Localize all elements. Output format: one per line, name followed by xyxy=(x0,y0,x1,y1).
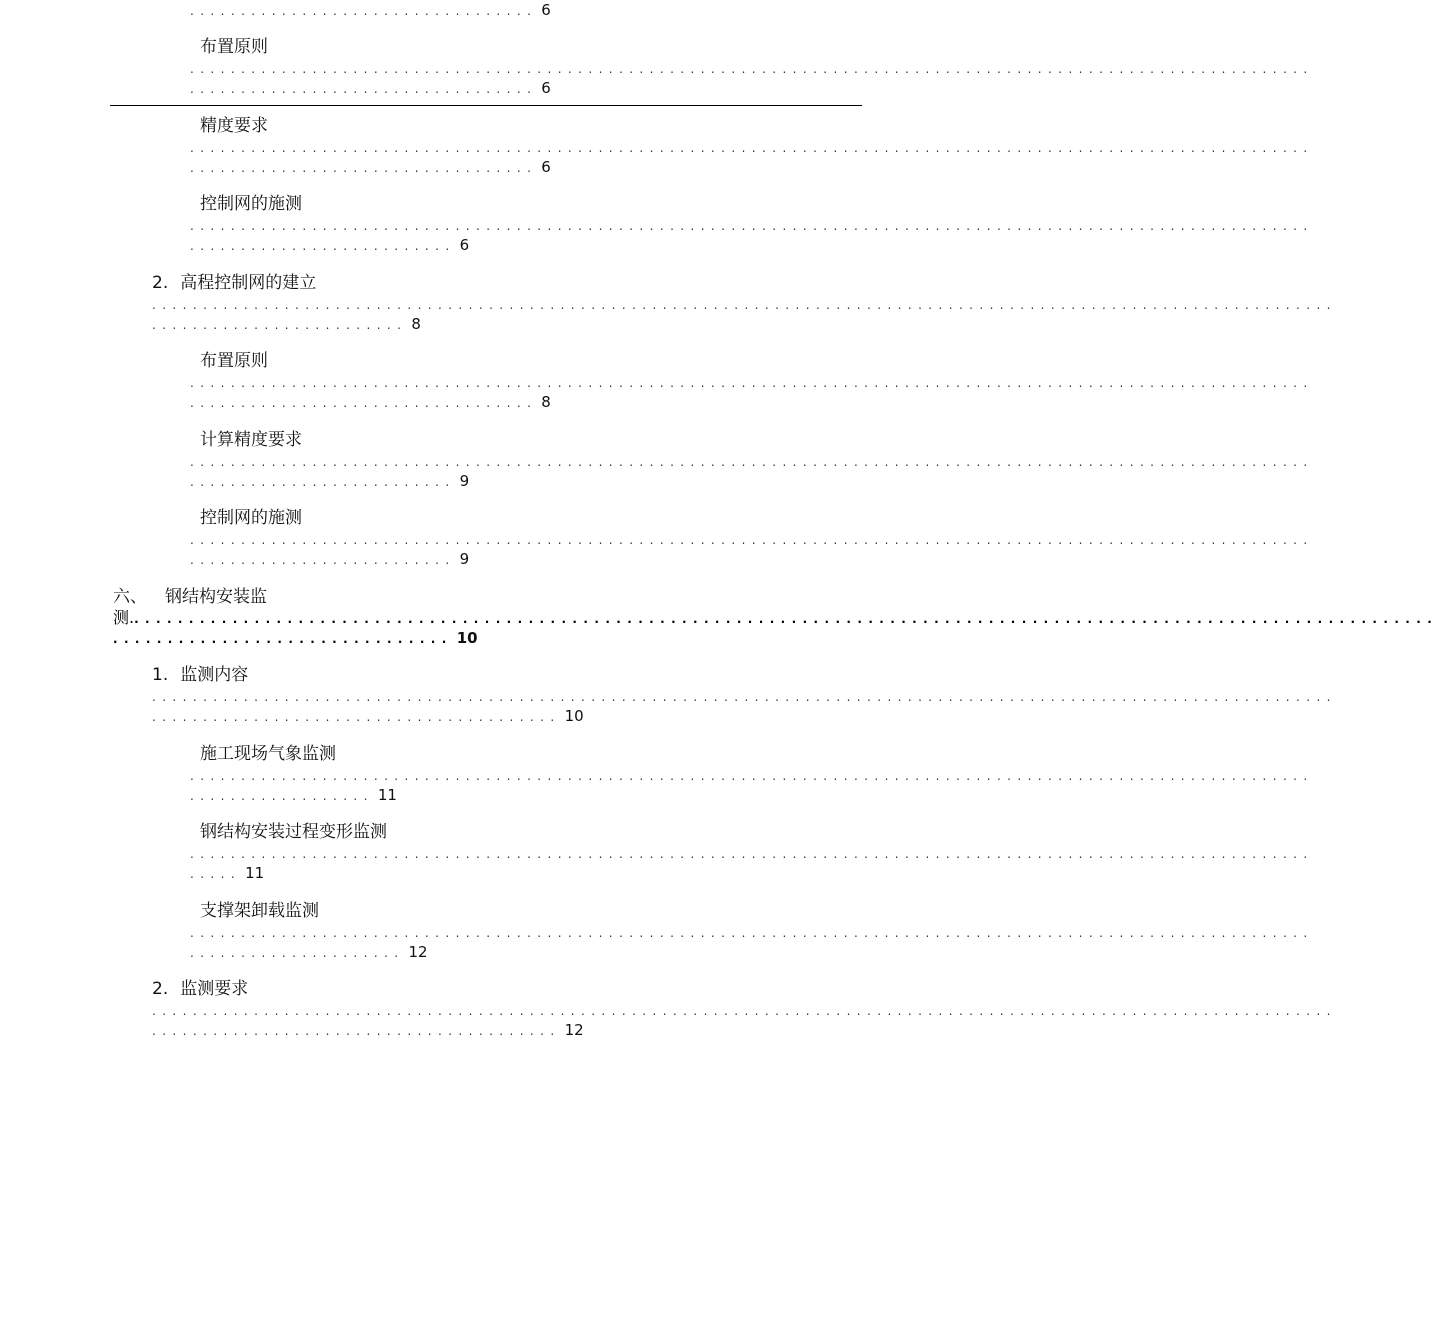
dot-leader: ....................................................................................................................... xyxy=(134,612,1438,626)
toc-entry[interactable] xyxy=(200,193,950,215)
page-number: 12 xyxy=(564,1021,584,1039)
entry-number: 1. xyxy=(152,665,169,685)
entry-number: 2. xyxy=(152,273,169,293)
toc-entry-leader xyxy=(190,374,1314,413)
entry-title: 监测内容 xyxy=(180,665,249,685)
page-number: 10 xyxy=(456,629,478,647)
dot-leader: ............................... xyxy=(113,632,453,646)
toc-entry-leader xyxy=(190,453,1314,492)
dot-leader: .................................. xyxy=(190,396,538,410)
toc-entry-leader xyxy=(190,217,1314,256)
entry-title-cont: 测. xyxy=(113,608,135,627)
dot-leader: .................................................................................................................... xyxy=(152,298,1337,312)
dot-leader: .............................................................................................................. xyxy=(190,769,1314,783)
dot-leader: .................................. xyxy=(190,82,538,96)
toc-entry-leader xyxy=(113,608,1438,649)
dot-leader: ........................................ xyxy=(152,710,561,724)
dot-leader: .................................. xyxy=(190,4,538,18)
toc-chapter-entry[interactable] xyxy=(113,586,950,608)
dot-leader: .......................... xyxy=(190,239,456,253)
toc-entry-fragment xyxy=(190,1,950,21)
dot-leader: .............................................................................................................. xyxy=(190,219,1314,233)
dot-leader: .................. xyxy=(190,789,374,803)
entry-title: 精度要求 xyxy=(200,116,268,136)
page-number: 12 xyxy=(408,943,428,961)
page-number: 6 xyxy=(541,1,551,19)
dot-leader: .............................................................................................................. xyxy=(190,62,1314,76)
dot-leader: .......................... xyxy=(190,553,456,567)
entry-title: 计算精度要求 xyxy=(200,430,302,450)
dot-leader: .................................................................................................................... xyxy=(152,690,1337,704)
toc-entry-leader xyxy=(190,924,1314,963)
page-number: 6 xyxy=(459,236,470,254)
entry-title: 控制网的施测 xyxy=(200,194,302,214)
page-number: 9 xyxy=(459,472,470,490)
toc-entry[interactable] xyxy=(200,507,950,529)
entry-number: 2. xyxy=(152,979,169,999)
page-number: 8 xyxy=(411,315,421,333)
toc-entry-leader xyxy=(190,531,1314,570)
entry-title: 施工现场气象监测 xyxy=(200,744,336,764)
entry-title: 钢结构安装监 xyxy=(165,587,267,607)
page-number: 9 xyxy=(459,550,470,568)
toc-entry[interactable] xyxy=(200,429,950,451)
dot-leader: .............................................................................................................. xyxy=(190,533,1314,547)
toc-entry-leader xyxy=(152,1002,1337,1041)
entry-title: 高程控制网的建立 xyxy=(180,273,317,293)
toc-entry[interactable] xyxy=(200,36,950,58)
dot-leader: ..... xyxy=(190,867,242,881)
toc-entry[interactable] xyxy=(152,978,950,1000)
entry-title: 控制网的施测 xyxy=(200,508,302,528)
dot-leader: .............................................................................................................. xyxy=(190,847,1314,861)
entry-title: 布置原则 xyxy=(200,37,268,57)
dot-leader: .................................................................................................................... xyxy=(152,1004,1337,1018)
toc-entry[interactable] xyxy=(200,115,950,137)
toc-entry-leader xyxy=(190,139,1314,178)
dot-leader: .............................................................................................................. xyxy=(190,141,1314,155)
page-number: 11 xyxy=(245,864,265,882)
toc-entry[interactable] xyxy=(152,664,950,686)
toc-entry[interactable] xyxy=(152,272,950,294)
page-number: 10 xyxy=(564,707,584,725)
toc-entry-leader xyxy=(152,296,1337,335)
entry-title: 钢结构安装过程变形监测 xyxy=(200,822,387,842)
toc-entry[interactable] xyxy=(200,743,950,765)
dot-leader: .............................................................................................................. xyxy=(190,926,1314,940)
page-number: 6 xyxy=(541,79,551,97)
toc-entry-leader xyxy=(152,688,1337,727)
toc-entry-leader xyxy=(190,845,1314,884)
dot-leader: ..................... xyxy=(190,946,405,960)
header-rule xyxy=(110,105,862,106)
page-number: 11 xyxy=(377,786,397,804)
entry-title: 支撑架卸载监测 xyxy=(200,901,319,921)
entry-title: 布置原则 xyxy=(200,351,268,371)
dot-leader: .......................... xyxy=(190,475,456,489)
toc-entry-leader xyxy=(190,60,1314,99)
dot-leader: ......................... xyxy=(152,318,408,332)
dot-leader: ........................................ xyxy=(152,1024,561,1038)
dot-leader: .............................................................................................................. xyxy=(190,376,1314,390)
chapter-number: 六、 xyxy=(113,587,147,607)
dot-leader: .................................. xyxy=(190,161,538,175)
toc-entry[interactable] xyxy=(200,350,950,372)
entry-title: 监测要求 xyxy=(180,979,249,999)
page-number: 8 xyxy=(541,393,551,411)
toc-entry[interactable] xyxy=(200,900,950,922)
toc-entry-leader xyxy=(190,767,1314,806)
toc-entry[interactable] xyxy=(200,821,950,843)
page-number: 6 xyxy=(541,158,551,176)
dot-leader: .............................................................................................................. xyxy=(190,455,1314,469)
